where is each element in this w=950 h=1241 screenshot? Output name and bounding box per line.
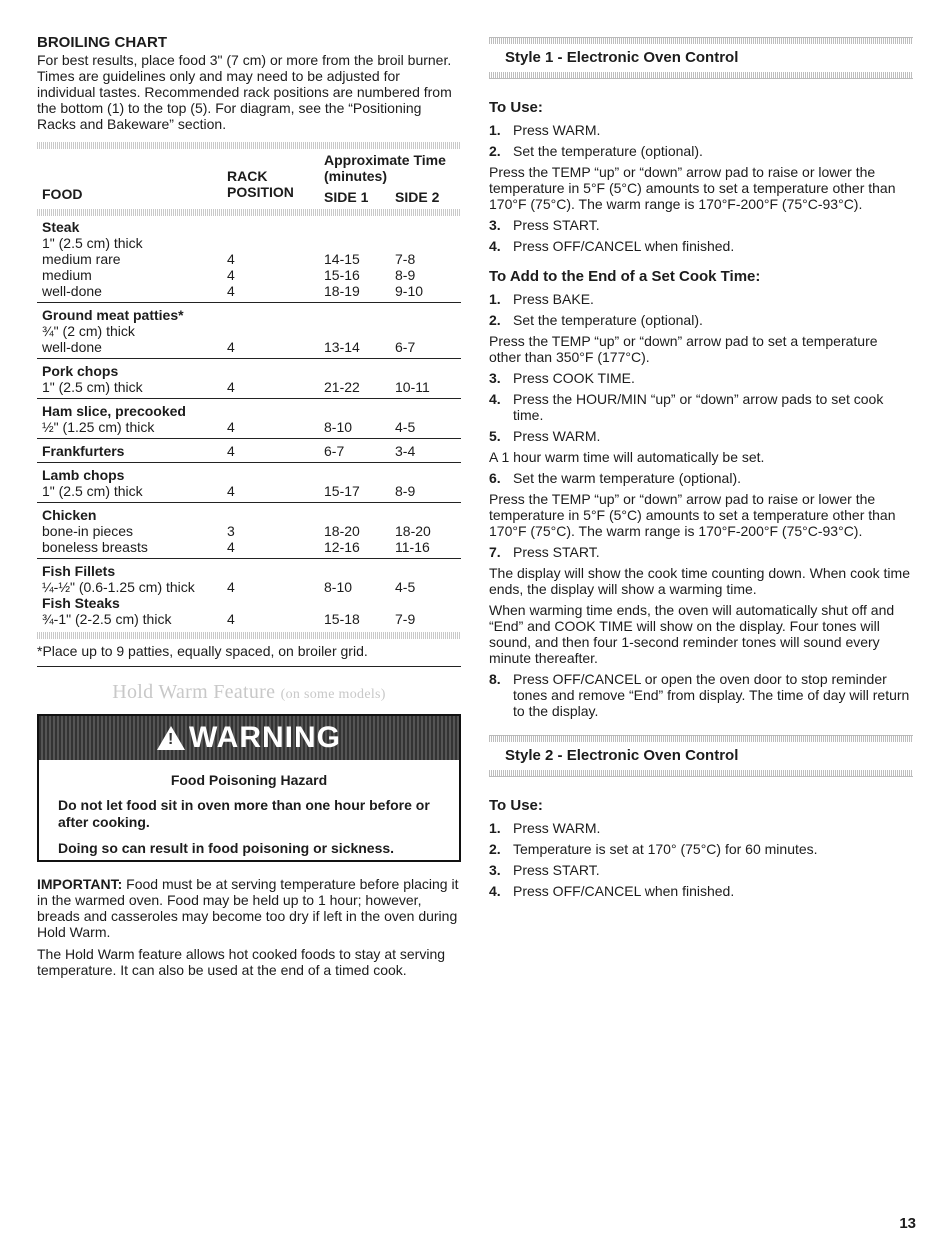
side1-header: SIDE 1 <box>324 189 369 205</box>
rack-cell: 4 <box>227 339 235 355</box>
style1-add-step <box>489 671 913 719</box>
minutes-header: (minutes) <box>324 168 387 184</box>
food-group <box>37 463 461 503</box>
warning-line-1: Do not let food sit in oven more than one hour before or after cooking. <box>58 797 430 830</box>
rack-cell: 4 <box>227 483 235 499</box>
table-row <box>37 251 461 267</box>
rack-cell: 4 <box>227 539 235 555</box>
header-rule <box>37 209 461 216</box>
table-row <box>37 523 461 539</box>
side1-cell: 8-10 <box>324 579 353 595</box>
warning-box <box>37 714 461 862</box>
style1-use-step <box>489 238 913 254</box>
broiling-intro: For best results, place food 3" (7 cm) or more from the broil burner. Times are guidelines only and may need to be adjusted for individual tastes. Recommended rack positions are numbered from the bottom (1) to the top (5). For diagram, see the “Positioning Racks and Bakeware” section. <box>37 52 452 132</box>
table-row <box>37 443 461 459</box>
food-cell: Ground meat patties* <box>42 307 184 323</box>
table-row <box>37 507 461 523</box>
side1-cell: 15-17 <box>324 483 360 499</box>
step-number: 7. <box>489 544 501 560</box>
step-text: Set the warm temperature (optional). <box>513 470 741 486</box>
broiling-footnote: *Place up to 9 patties, equally spaced, on broiler grid. <box>37 639 461 667</box>
table-row <box>37 611 461 627</box>
table-row <box>37 539 461 555</box>
food-cell: bone-in pieces <box>42 523 134 539</box>
side1-cell: 15-16 <box>324 267 360 283</box>
food-cell: well-done <box>42 283 102 299</box>
side2-cell: 7-8 <box>395 251 416 267</box>
style1-header-band <box>489 37 913 79</box>
rack-cell: 4 <box>227 611 235 627</box>
step-number: 2. <box>489 841 501 857</box>
style1-add-step <box>489 370 913 386</box>
broiling-chart-title: BROILING CHART <box>37 34 167 51</box>
food-group <box>37 559 461 630</box>
table-row <box>37 235 461 251</box>
food-cell: boneless breasts <box>42 539 148 555</box>
rack-cell: 4 <box>227 379 235 395</box>
step-text: Temperature is set at 170° (75°C) for 60 minutes. <box>513 841 818 857</box>
step-text: Press WARM. <box>513 820 601 836</box>
side2-cell: 18-20 <box>395 523 431 539</box>
table-row <box>37 483 461 499</box>
style1-add-step <box>489 428 913 444</box>
side2-cell: 3-4 <box>395 443 416 459</box>
table-row <box>37 467 461 483</box>
style2-use-step <box>489 862 913 878</box>
table-row <box>37 339 461 355</box>
hold-warm-description: The Hold Warm feature allows hot cooked foods to stay at serving temperature. It can also be used at the end of a timed cook. <box>37 946 446 978</box>
style2-header-band <box>489 735 913 777</box>
table-row <box>37 219 461 235</box>
side2-cell: 7-9 <box>395 611 416 627</box>
step-text: Press WARM. <box>513 428 601 444</box>
food-cell: Fish Fillets <box>42 563 116 579</box>
food-cell: Lamb chops <box>42 467 125 483</box>
table-bottom-rule <box>37 632 461 639</box>
important-note <box>37 876 461 940</box>
style2-use-steps <box>489 820 913 899</box>
warning-banner <box>39 716 459 760</box>
table-row <box>37 363 461 379</box>
food-group <box>37 303 461 359</box>
step-note: Press the TEMP “up” or “down” arrow pad to raise or lower the temperature in 5°F (5°C) amounts to set a temperature other than 170°F (75°C). The warm range is 170°F-200°F (75°C-93°C). <box>489 491 896 539</box>
broiling-table <box>37 142 461 667</box>
side1-cell: 18-20 <box>324 523 360 539</box>
style2-use-step <box>489 883 913 899</box>
step-note: Press the TEMP “up” or “down” arrow pad to set a temperature other than 350°F (177°C). <box>489 333 878 365</box>
style1-to-use-title: To Use: <box>489 99 543 116</box>
food-group <box>37 399 461 439</box>
broiling-rows <box>37 219 461 630</box>
warning-line-2: Doing so can result in food poisoning or sickness. <box>58 840 395 856</box>
style1-add-step <box>489 544 913 560</box>
rack-cell: 4 <box>227 419 235 435</box>
style1-add-step <box>489 391 913 423</box>
step-number: 1. <box>489 122 501 138</box>
style1-add-step <box>489 312 913 328</box>
position-header: POSITION <box>227 184 294 200</box>
food-cell: Frankfurters <box>42 443 125 459</box>
style1-add-step <box>489 470 913 486</box>
hold-warm-title-text: Hold Warm Feature <box>112 681 276 703</box>
style2-use-step <box>489 820 913 836</box>
step-text: Press START. <box>513 217 600 233</box>
table-row <box>37 267 461 283</box>
step-number: 3. <box>489 217 501 233</box>
style1-add-end-title: To Add to the End of a Set Cook Time: <box>489 268 761 285</box>
table-top-rule <box>37 142 461 149</box>
side2-cell: 8-9 <box>395 267 416 283</box>
step-text: Press WARM. <box>513 122 601 138</box>
step-note: Press the TEMP “up” or “down” arrow pad to raise or lower the temperature in 5°F (5°C) amounts to set a temperature other than 170°F (75°C). The warm range is 170°F-200°F (75°C-93°C). <box>489 164 896 212</box>
table-row <box>37 323 461 339</box>
step-number: 4. <box>489 238 501 254</box>
food-cell: ¾" (2 cm) thick <box>42 323 135 339</box>
step-text: Press COOK TIME. <box>513 370 635 386</box>
food-cell: Fish Steaks <box>42 595 120 611</box>
style2-use-step <box>489 841 913 857</box>
step-text: Press the HOUR/MIN “up” or “down” arrow pads to set cook time. <box>513 391 884 423</box>
side1-cell: 6-7 <box>324 443 345 459</box>
style1-use-steps <box>489 122 913 254</box>
table-row <box>37 563 461 579</box>
side1-cell: 8-10 <box>324 419 353 435</box>
table-row <box>37 403 461 419</box>
food-cell: ¾-1" (2-2.5 cm) thick <box>42 611 172 627</box>
side1-cell: 15-18 <box>324 611 360 627</box>
step-number: 1. <box>489 820 501 836</box>
food-cell: ¼-½" (0.6-1.25 cm) thick <box>42 579 195 595</box>
step-note: When warming time ends, the oven will automatically shut off and “End” and COOK TIME will show on the display. Four tones will sound, and then four 1-second reminder tones will sound every minute thereafter. <box>489 602 895 666</box>
style2-to-use-title: To Use: <box>489 797 543 814</box>
warning-triangle-icon: ! <box>157 726 185 750</box>
step-number: 4. <box>489 391 501 407</box>
style1-use-step <box>489 122 913 138</box>
step-number: 1. <box>489 291 501 307</box>
rack-cell: 4 <box>227 579 235 595</box>
food-cell: medium <box>42 267 92 283</box>
table-header <box>37 149 461 209</box>
hold-warm-title-note: (on some models) <box>280 687 386 702</box>
food-cell: 1" (2.5 cm) thick <box>42 379 143 395</box>
table-row <box>37 379 461 395</box>
side1-cell: 14-15 <box>324 251 360 267</box>
food-group <box>37 219 461 303</box>
food-cell: 1" (2.5 cm) thick <box>42 483 143 499</box>
food-group <box>37 439 461 463</box>
left-column <box>37 34 461 978</box>
food-cell: well-done <box>42 339 102 355</box>
rack-header: RACK <box>227 168 268 184</box>
hold-warm-title <box>37 681 461 704</box>
food-cell: 1" (2.5 cm) thick <box>42 235 143 251</box>
warning-label: WARNING <box>189 721 341 754</box>
approx-time-header: Approximate Time <box>324 152 446 168</box>
step-note: A 1 hour warm time will automatically be set. <box>489 449 765 465</box>
table-row <box>37 579 461 595</box>
step-number: 6. <box>489 470 501 486</box>
side1-cell: 13-14 <box>324 339 360 355</box>
food-cell: Chicken <box>42 507 97 523</box>
step-number: 2. <box>489 143 501 159</box>
food-group <box>37 503 461 559</box>
food-cell: ½" (1.25 cm) thick <box>42 419 155 435</box>
step-text: Press OFF/CANCEL when finished. <box>513 238 735 254</box>
important-text: Food must be at serving temperature before placing it in the warmed oven. Food may be held up to 1 hour; however, breads and casseroles may become too dry if left in the oven during Hold Warm. <box>37 876 459 940</box>
step-text: Press START. <box>513 544 600 560</box>
rack-cell: 4 <box>227 251 235 267</box>
side2-cell: 8-9 <box>395 483 416 499</box>
table-row <box>37 419 461 435</box>
right-column <box>489 37 913 899</box>
style1-use-step <box>489 143 913 159</box>
rack-cell: 4 <box>227 283 235 299</box>
page-number: 13 <box>899 1215 916 1232</box>
food-cell: Ham slice, precooked <box>42 403 186 419</box>
food-cell: Pork chops <box>42 363 119 379</box>
style1-add-step <box>489 291 913 307</box>
style1-use-step <box>489 217 913 233</box>
side1-cell: 21-22 <box>324 379 360 395</box>
side2-cell: 6-7 <box>395 339 416 355</box>
food-header: FOOD <box>42 186 83 202</box>
table-row <box>37 595 461 611</box>
step-number: 5. <box>489 428 501 444</box>
step-text: Set the temperature (optional). <box>513 143 703 159</box>
side2-cell: 10-11 <box>395 379 430 395</box>
table-row <box>37 283 461 299</box>
food-group <box>37 359 461 399</box>
step-text: Press START. <box>513 862 600 878</box>
side1-cell: 18-19 <box>324 283 360 299</box>
step-number: 8. <box>489 671 501 687</box>
side2-cell: 11-16 <box>395 539 430 555</box>
style1-add-steps <box>489 291 913 719</box>
table-row <box>37 307 461 323</box>
side1-cell: 12-16 <box>324 539 360 555</box>
step-text: Press BAKE. <box>513 291 594 307</box>
rack-cell: 4 <box>227 267 235 283</box>
step-text: Press OFF/CANCEL or open the oven door to stop reminder tones and remove “End” from display. The time of day will return to the display. <box>513 671 910 719</box>
step-note: The display will show the cook time counting down. When cook time ends, the display will show a warming time. <box>489 565 910 597</box>
warning-hazard: Food Poisoning Hazard <box>170 772 328 788</box>
step-text: Set the temperature (optional). <box>513 312 703 328</box>
step-number: 3. <box>489 370 501 386</box>
important-label: IMPORTANT: <box>37 876 123 892</box>
rack-cell: 3 <box>227 523 235 539</box>
food-cell: medium rare <box>42 251 121 267</box>
step-text: Press OFF/CANCEL when finished. <box>513 883 735 899</box>
side2-header: SIDE 2 <box>395 189 440 205</box>
side2-cell: 9-10 <box>395 283 424 299</box>
step-number: 3. <box>489 862 501 878</box>
style1-header: Style 1 - Electronic Oven Control <box>505 49 739 66</box>
style2-header: Style 2 - Electronic Oven Control <box>505 747 739 764</box>
side2-cell: 4-5 <box>395 419 416 435</box>
rack-cell: 4 <box>227 443 235 459</box>
food-cell: Steak <box>42 219 80 235</box>
step-number: 2. <box>489 312 501 328</box>
side2-cell: 4-5 <box>395 579 416 595</box>
step-number: 4. <box>489 883 501 899</box>
